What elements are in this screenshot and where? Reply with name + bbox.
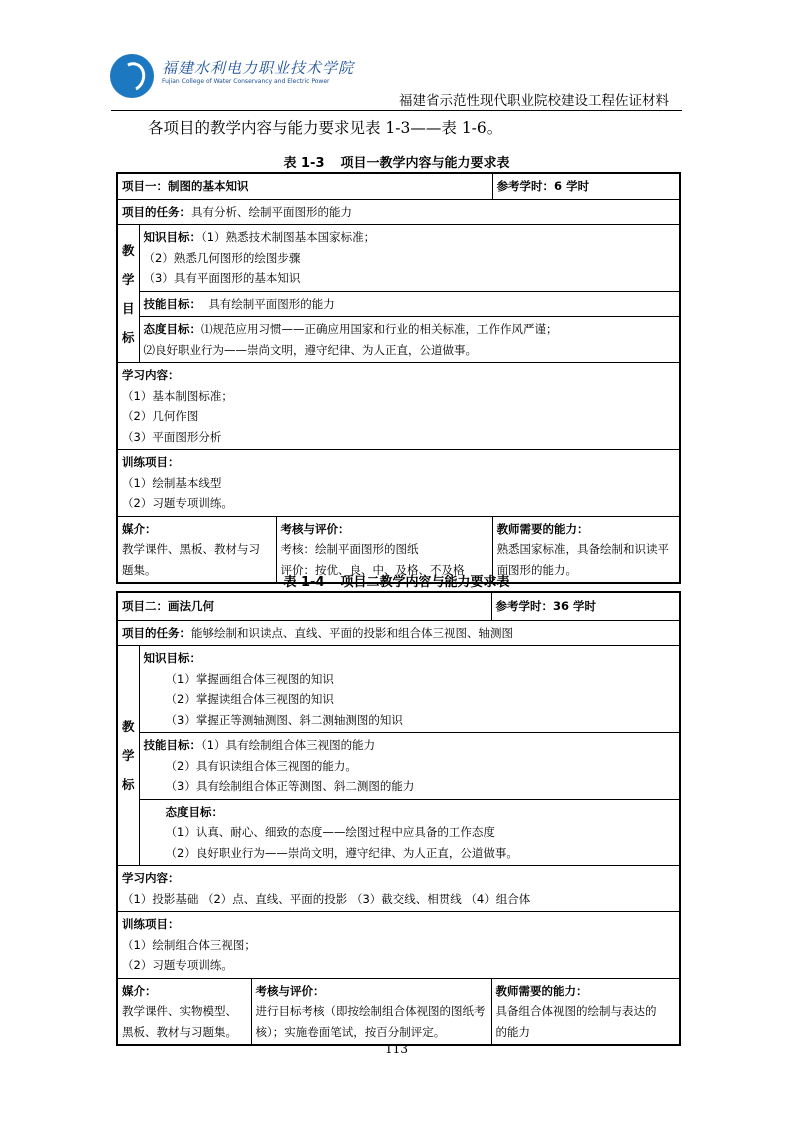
caption-number: 表 1-4 — [283, 575, 325, 590]
assessment: 考核与评价： 进行目标考核（即按绘制组合体视图的图纸考 核）；实施卷面笔试，按百分制评定。 — [251, 978, 491, 1045]
learning-content: 学习内容： （1）基本制图标准； （2）几何作图 （3）平面图形分析 — [117, 363, 680, 450]
project-title: 项目二：画法几何 — [117, 592, 491, 620]
header-divider — [111, 110, 682, 111]
knowledge-goals: 知识目标： （1）掌握画组合体三视图的知识 （2）掌握读组合体三视图的知识 （3）掌握正等测轴测图、斜二测轴测图的知识 — [139, 646, 680, 733]
media: 媒介： 教学课件、实物模型、 黑板、教材与习题集。 — [117, 978, 251, 1045]
attitude-goals: 态度目标： （1）认真、耐心、细致的态度——绘图过程中应具备的工作态度 （2）良好职业行为——崇尚文明，遵守纪律、为人正直，公道做事。 — [139, 799, 680, 866]
header-title: 福建省示范性现代职业院校建设工程佐证材料 — [399, 93, 669, 109]
table-1-3-caption — [0, 152, 793, 171]
teaching-goal-label: 教 学 目 标 — [117, 225, 139, 363]
page-header — [0, 0, 793, 110]
skill-goals: 技能目标： 具有绘制平面图形的能力 — [139, 291, 680, 317]
teaching-goal-label: 教 学 标 — [117, 646, 139, 866]
learning-content: 学习内容： （1）投影基础 （2）点、直线、平面的投影 （3）截交线、相贯线 （4）组合体 — [117, 866, 680, 912]
knowledge-goals: 知识目标：（1）熟悉技术制图基本国家标准； （2）熟悉几何图形的绘图步骤 （3）具有平面图形的基本知识 — [139, 225, 680, 292]
table-1-4 — [116, 591, 681, 1046]
caption-title: 项目二教学内容与能力要求表 — [340, 575, 510, 590]
training-items: 训练项目： （1）绘制基本线型 （2）习题专项训练。 — [117, 450, 680, 517]
project-title: 项目一：制图的基本知识 — [117, 173, 492, 199]
assessment: 考核与评价： 考核：绘制平面图形的图纸 评价：按优、良、中、及格、不及格 — [276, 516, 492, 583]
logo-text-en: Fujian College of Water Conservancy and Electric Power — [162, 78, 330, 85]
intro-paragraph: 各项目的教学内容与能力要求见表 1-3——表 1-6。 — [148, 119, 503, 137]
reference-hours: 参考学时：36 学时 — [491, 592, 680, 620]
project-task: 项目的任务：具有分析、绘制平面图形的能力 — [117, 199, 680, 225]
caption-title: 项目一教学内容与能力要求表 — [340, 156, 510, 171]
teacher-abilities: 教师需要的能力： 具备组合体视图的绘制与表达的 的能力 — [491, 978, 680, 1045]
skill-goals: 技能目标：（1）具有绘制组合体三视图的能力 （2）具有识读组合体三视图的能力。 （3）具有绘制组合体正等测图、斜二测图的能力 — [139, 733, 680, 800]
college-logo — [110, 52, 355, 102]
table-1-3 — [116, 172, 681, 584]
media: 媒介： 教学课件、黑板、教材与习 题集。 — [117, 516, 276, 583]
logo-text-cn: 福建水利电力职业技术学院 — [162, 59, 355, 77]
teacher-abilities: 教师需要的能力： 熟悉国家标准，具备绘制和识读平 面图形的能力。 — [492, 516, 680, 583]
reference-hours: 参考学时：6 学时 — [492, 173, 680, 199]
table-1-4-caption — [0, 571, 793, 590]
training-items: 训练项目： （1）绘制组合体三视图； （2）习题专项训练。 — [117, 912, 680, 979]
caption-number: 表 1-3 — [283, 156, 325, 171]
logo-emblem-icon — [110, 54, 154, 98]
page-number: 113 — [385, 1042, 408, 1056]
project-task: 项目的任务：能够绘制和识读点、直线、平面的投影和组合体三视图、轴测图 — [117, 620, 680, 646]
attitude-goals: 态度目标：⑴规范应用习惯——正确应用国家和行业的相关标准，工作作风严谨； ⑵良好职业行为——崇尚文明，遵守纪律、为人正直，公道做事。 — [139, 317, 680, 363]
